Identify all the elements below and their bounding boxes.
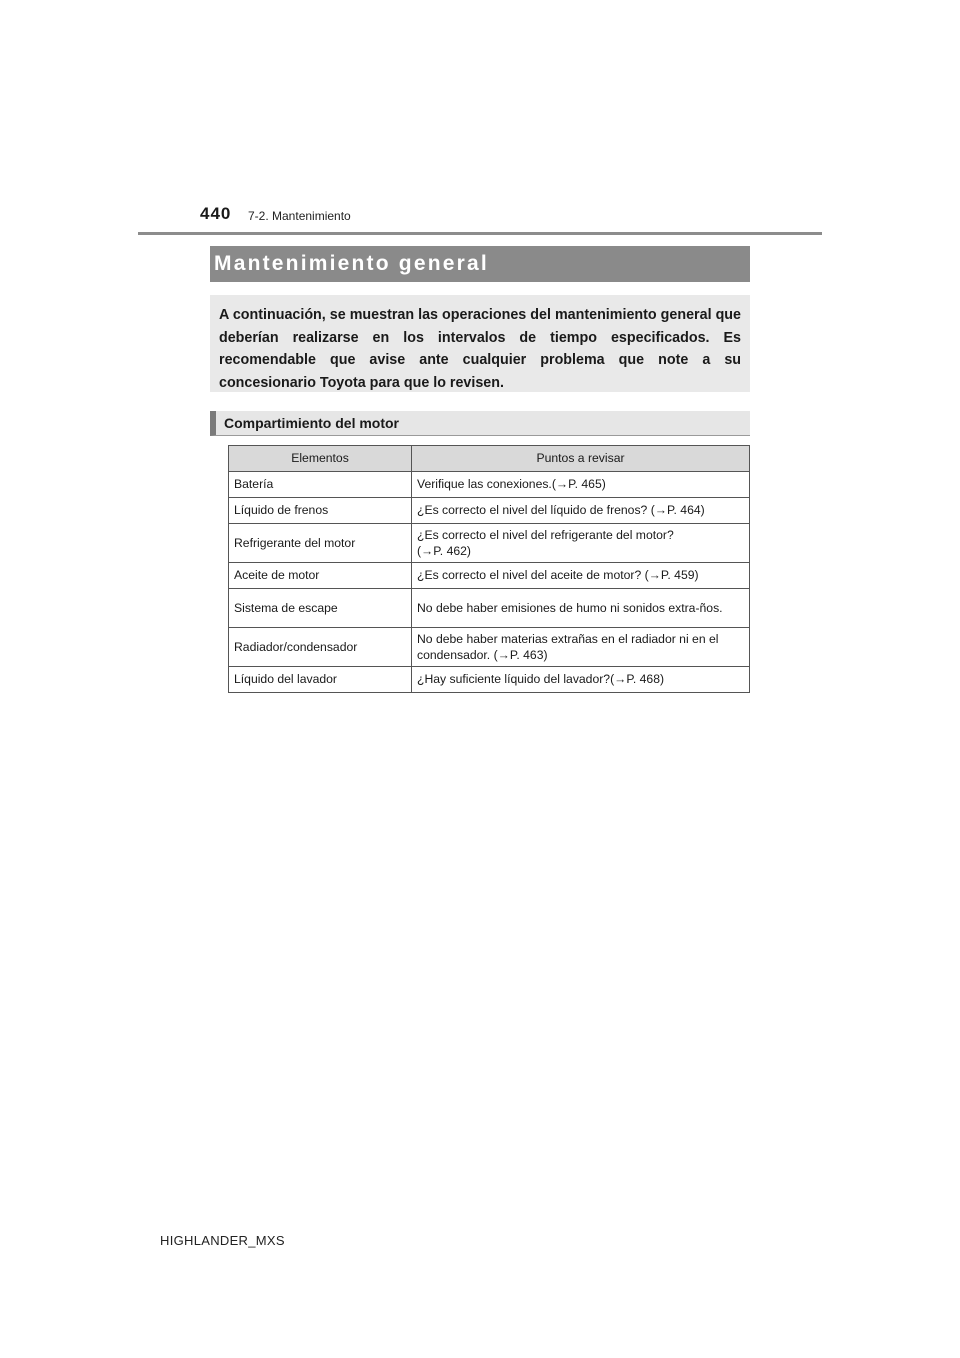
check-cell: ¿Hay suficiente líquido del lavador?(→P. 468): [412, 667, 750, 693]
check-cell: No debe haber emisiones de humo ni sonidos extra-ños.: [412, 589, 750, 628]
title-bar: [210, 246, 750, 282]
subsection-title: Compartimiento del motor: [224, 415, 400, 431]
table-row: [229, 563, 750, 589]
table-header-row: [229, 446, 750, 472]
intro-text: A continuación, se muestran las operaciones del mantenimiento general que deberían realizarse en los intervalos de tiempo especificados. Es recomendable que avise ante cualquier problema que note a su concesionario Toyota para que lo revisen.: [219, 307, 741, 391]
check-cell: ¿Es correcto el nivel del aceite de motor? (→P. 459): [412, 563, 750, 589]
table-row: [229, 472, 750, 498]
item-cell: Líquido del lavador: [229, 667, 412, 693]
table-row: [229, 589, 750, 628]
page-number: 440: [200, 204, 232, 223]
table-row: [229, 498, 750, 524]
item-cell: Aceite de motor: [229, 563, 412, 589]
check-cell: [412, 524, 750, 563]
check-cell: ¿Es correcto el nivel del líquido de frenos? (→P. 464): [412, 498, 750, 524]
check-cell: No debe haber materias extrañas en el radiador ni en el condensador. (→P. 463): [412, 628, 750, 667]
maintenance-table: [228, 445, 750, 693]
check-cell: Verifique las conexiones.(→P. 465): [412, 472, 750, 498]
item-cell: Sistema de escape: [229, 589, 412, 628]
check-line-1: ¿Es correcto el nivel del refrigerante del motor?: [417, 527, 674, 542]
item-cell: Radiador/condensador: [229, 628, 412, 667]
page-title: Mantenimiento general: [214, 252, 489, 275]
column-header-checks: Puntos a revisar: [412, 446, 750, 472]
intro-box: [210, 295, 750, 392]
table-row: [229, 628, 750, 667]
table-row: [229, 524, 750, 563]
item-cell: Batería: [229, 472, 412, 498]
header-rule: [138, 232, 822, 235]
column-header-items: Elementos: [229, 446, 412, 472]
subsection-header: [210, 411, 750, 436]
footer-model-code: HIGHLANDER_MXS: [160, 1233, 285, 1248]
item-cell: Refrigerante del motor: [229, 524, 412, 563]
item-cell: Líquido de frenos: [229, 498, 412, 524]
table-row: [229, 667, 750, 693]
section-label: 7-2. Mantenimiento: [248, 209, 351, 223]
check-line-2: (→P. 462): [417, 544, 471, 558]
